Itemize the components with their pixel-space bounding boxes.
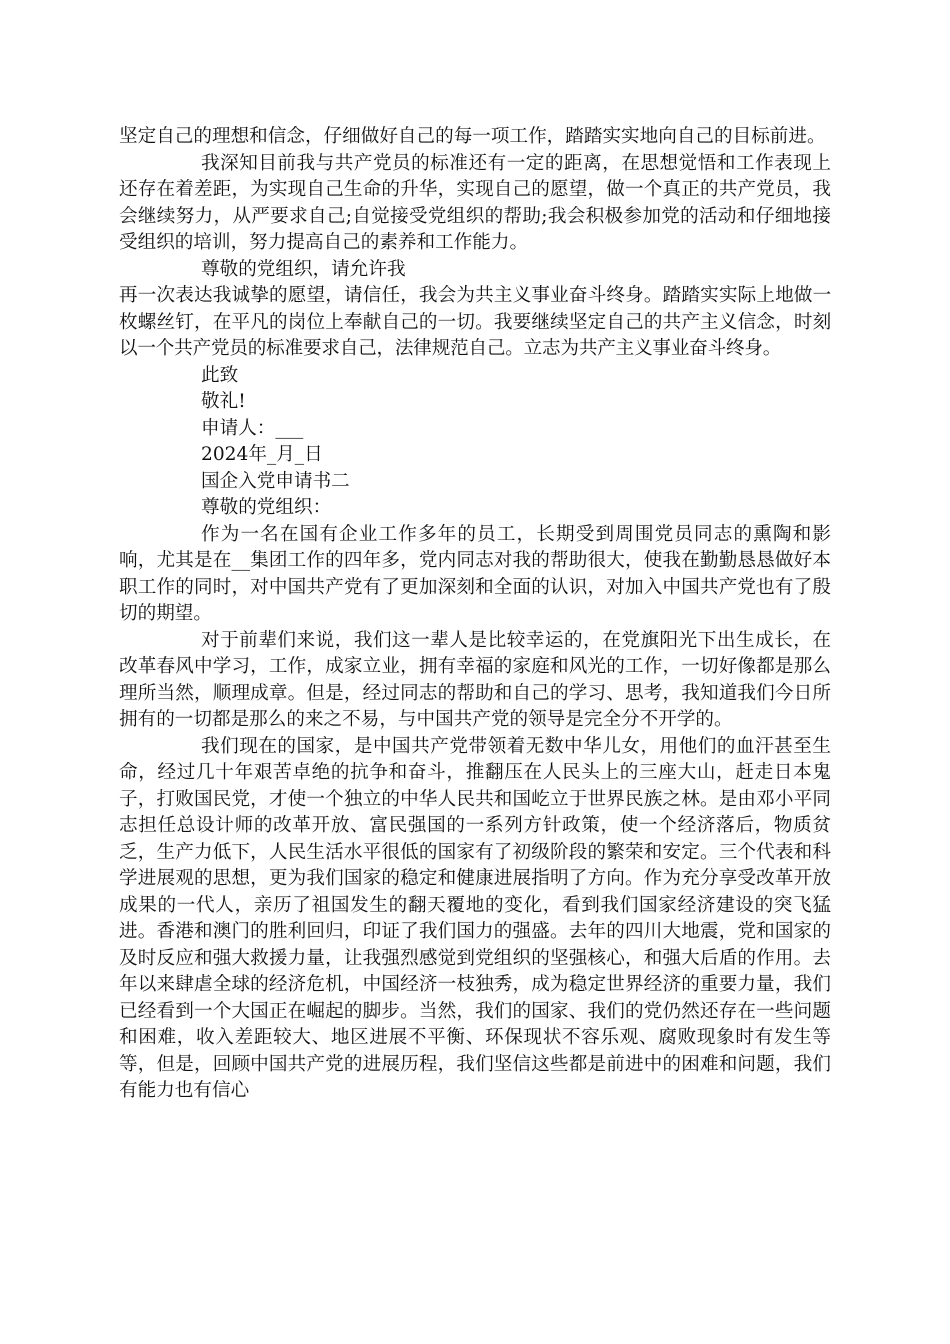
paragraph-6: 对于前辈们来说，我们这一辈人是比较幸运的，在党旗阳光下出生成长，在改革春风中学习，工作，成家立业，拥有幸福的家庭和风光的工作，一切好像都是那么理所当然，顺理成章。但是，经过同志的帮助和自己的学习、思考，我知道我们今日所拥有的一切都是那么的来之不易，与中国共产党的领导是完全分不开学的。 [119,629,831,730]
paragraph-2: 我深知目前我与共产党员的标准还有一定的距离，在思想觉悟和工作表现上还存在着差距，为实现自己生命的升华，实现自己的愿望，做一个真正的共产党员，我会继续努力，从严要求自己;自觉接受党组织的帮助;我会积极参加党的活动和仔细地接受组织的培训，努力提高自己的素养和工作能力。 [119,152,831,253]
closing-salutation: 此致 [201,364,239,386]
document-page [119,124,831,1105]
closing-regards: 敬礼! [201,391,246,412]
date-line: 2024年_月_日 [201,444,323,465]
paragraph-5: 作为一名在国有企业工作多年的员工，长期受到周围党员同志的熏陶和影响，尤其是在__集团工作的四年多，党内同志对我的帮助很大，使我在勤勤恳恳做好本职工作的同时，对中国共产党有了更加深刻和全面的认识，对加入中国共产党也有了殷切的期望。 [119,523,831,624]
section-title: 国企入党申请书二 [201,470,350,492]
paragraph-4: 再一次表达我诚挚的愿望，请信任，我会为共主义事业奋斗终身。踏踏实实际上地做一枚螺丝钉，在平凡的岗位上奉献自己的一切。我要继续坚定自己的共产主义信念，时刻以一个共产党员的标准要求自己，法律规范自己。立志为共产主义事业奋斗终身。 [119,285,831,359]
paragraph-3: 尊敬的党组织，请允许我 [201,258,406,280]
paragraph-1: 坚定自己的理想和信念，仔细做好自己的每一项工作，踏踏实实地向自己的目标前进。 [119,126,826,147]
greeting: 尊敬的党组织： [201,497,332,518]
applicant-line: 申请人：___ [201,417,304,439]
paragraph-7: 我们现在的国家，是中国共产党带领着无数中华儿女，用他们的血汗甚至生命，经过几十年艰苦卓绝的抗争和奋斗，推翻压在人民头上的三座大山，赶走日本鬼子，打败国民党，才使一个独立的中华人民共和国屹立于世界民族之林。是由邓小平同志担任总设计师的改革开放、富民强国的一系列方针政策，使一个经济落后，物质贫乏，生产力低下，人民生活水平很低的国家有了初级阶段的繁荣和安定。三个代表和科学进展观的思想，更为我们国家的稳定和健康进展指明了方向。作为充分享受改革开放成果的一代人，亲历了祖国发生的翻天覆地的变化，看到我们国家经济建设的突飞猛进。香港和澳门的胜利回归，印证了我们国力的强盛。去年的四川大地震，党和国家的及时反应和强大救援力量，让我强烈感觉到党组织的坚强核心，和强大后盾的作用。去年以来肆虐全球的经济危机，中国经济一枝独秀，成为稳定世界经济的重要力量，我们已经看到一个大国正在崛起的脚步。当然，我们的国家、我们的党仍然还存在一些问题和困难，收入差距较大、地区进展不平衡、环保现状不容乐观、腐败现象时有发生等等，但是，回顾中国共产党的进展历程，我们坚信这些都是前进中的困难和问题，我们有能力也有信心 [119,735,831,1101]
